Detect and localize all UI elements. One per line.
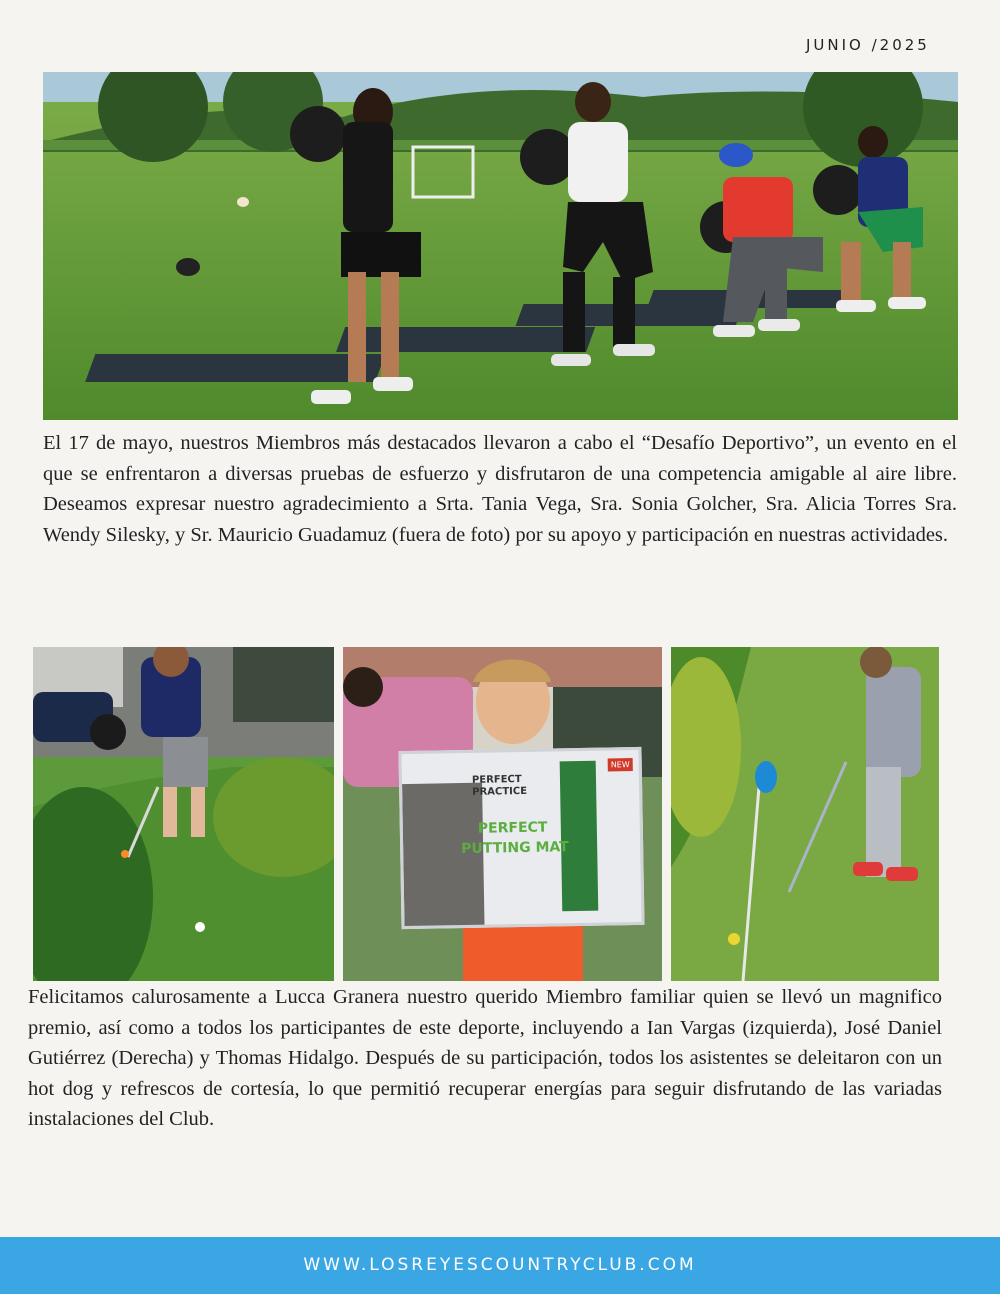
putting-mat-prize-photo bbox=[343, 647, 662, 981]
event-description-paragraph: El 17 de mayo, nuestros Miembros más destacados llevaron a cabo el “Desafío Deportivo”, un evento en el que se enfrentaron a diversas pruebas de esfuerzo y disfrutaron de una competencia amigable al aire libre. Deseamos expresar nuestro agradecimiento a Srta. Tania Vega, Sra. Sonia Golcher, Sra. Alicia Torres Sra. Wendy Silesky, y Sr. Mauricio Guadamuz (fuera de foto) por su apoyo y participación en nuestras actividades. bbox=[43, 432, 957, 546]
box-product-line2: PUTTING MAT bbox=[461, 839, 569, 858]
box-brand-line2: PRACTICE bbox=[472, 785, 528, 798]
congratulations-paragraph: Felicitamos calurosamente a Lucca Granera nuestro querido Miembro familiar quien se llevó un magnifico premio, así como a todos los participantes de este deporte, incluyendo a Ian Vargas (izquierda), José Daniel Gutiérrez (Derecha) y Thomas Hidalgo. Después de su participación, todos los asistentes se deleitaron con un hot dog y refrescos de cortesía, lo que permitió recuperar energías para seguir disfrutando de las variadas instalaciones del Club. bbox=[28, 986, 942, 1130]
box-mat-image bbox=[560, 761, 599, 912]
website-link[interactable]: WWW.LOSREYESCOUNTRYCLUB.COM bbox=[303, 1255, 697, 1275]
putting-green-photo bbox=[33, 647, 334, 981]
footer-bar bbox=[0, 1237, 1000, 1294]
prize-box bbox=[398, 747, 644, 929]
box-product-line1: PERFECT bbox=[477, 819, 548, 837]
child-golf-swing-photo bbox=[671, 647, 939, 981]
issue-date: JUNIO /2025 bbox=[806, 36, 930, 54]
box-brand-line1: PERFECT bbox=[471, 773, 522, 786]
outdoor-workout-photo bbox=[43, 72, 958, 420]
box-new-badge: NEW bbox=[608, 758, 633, 771]
